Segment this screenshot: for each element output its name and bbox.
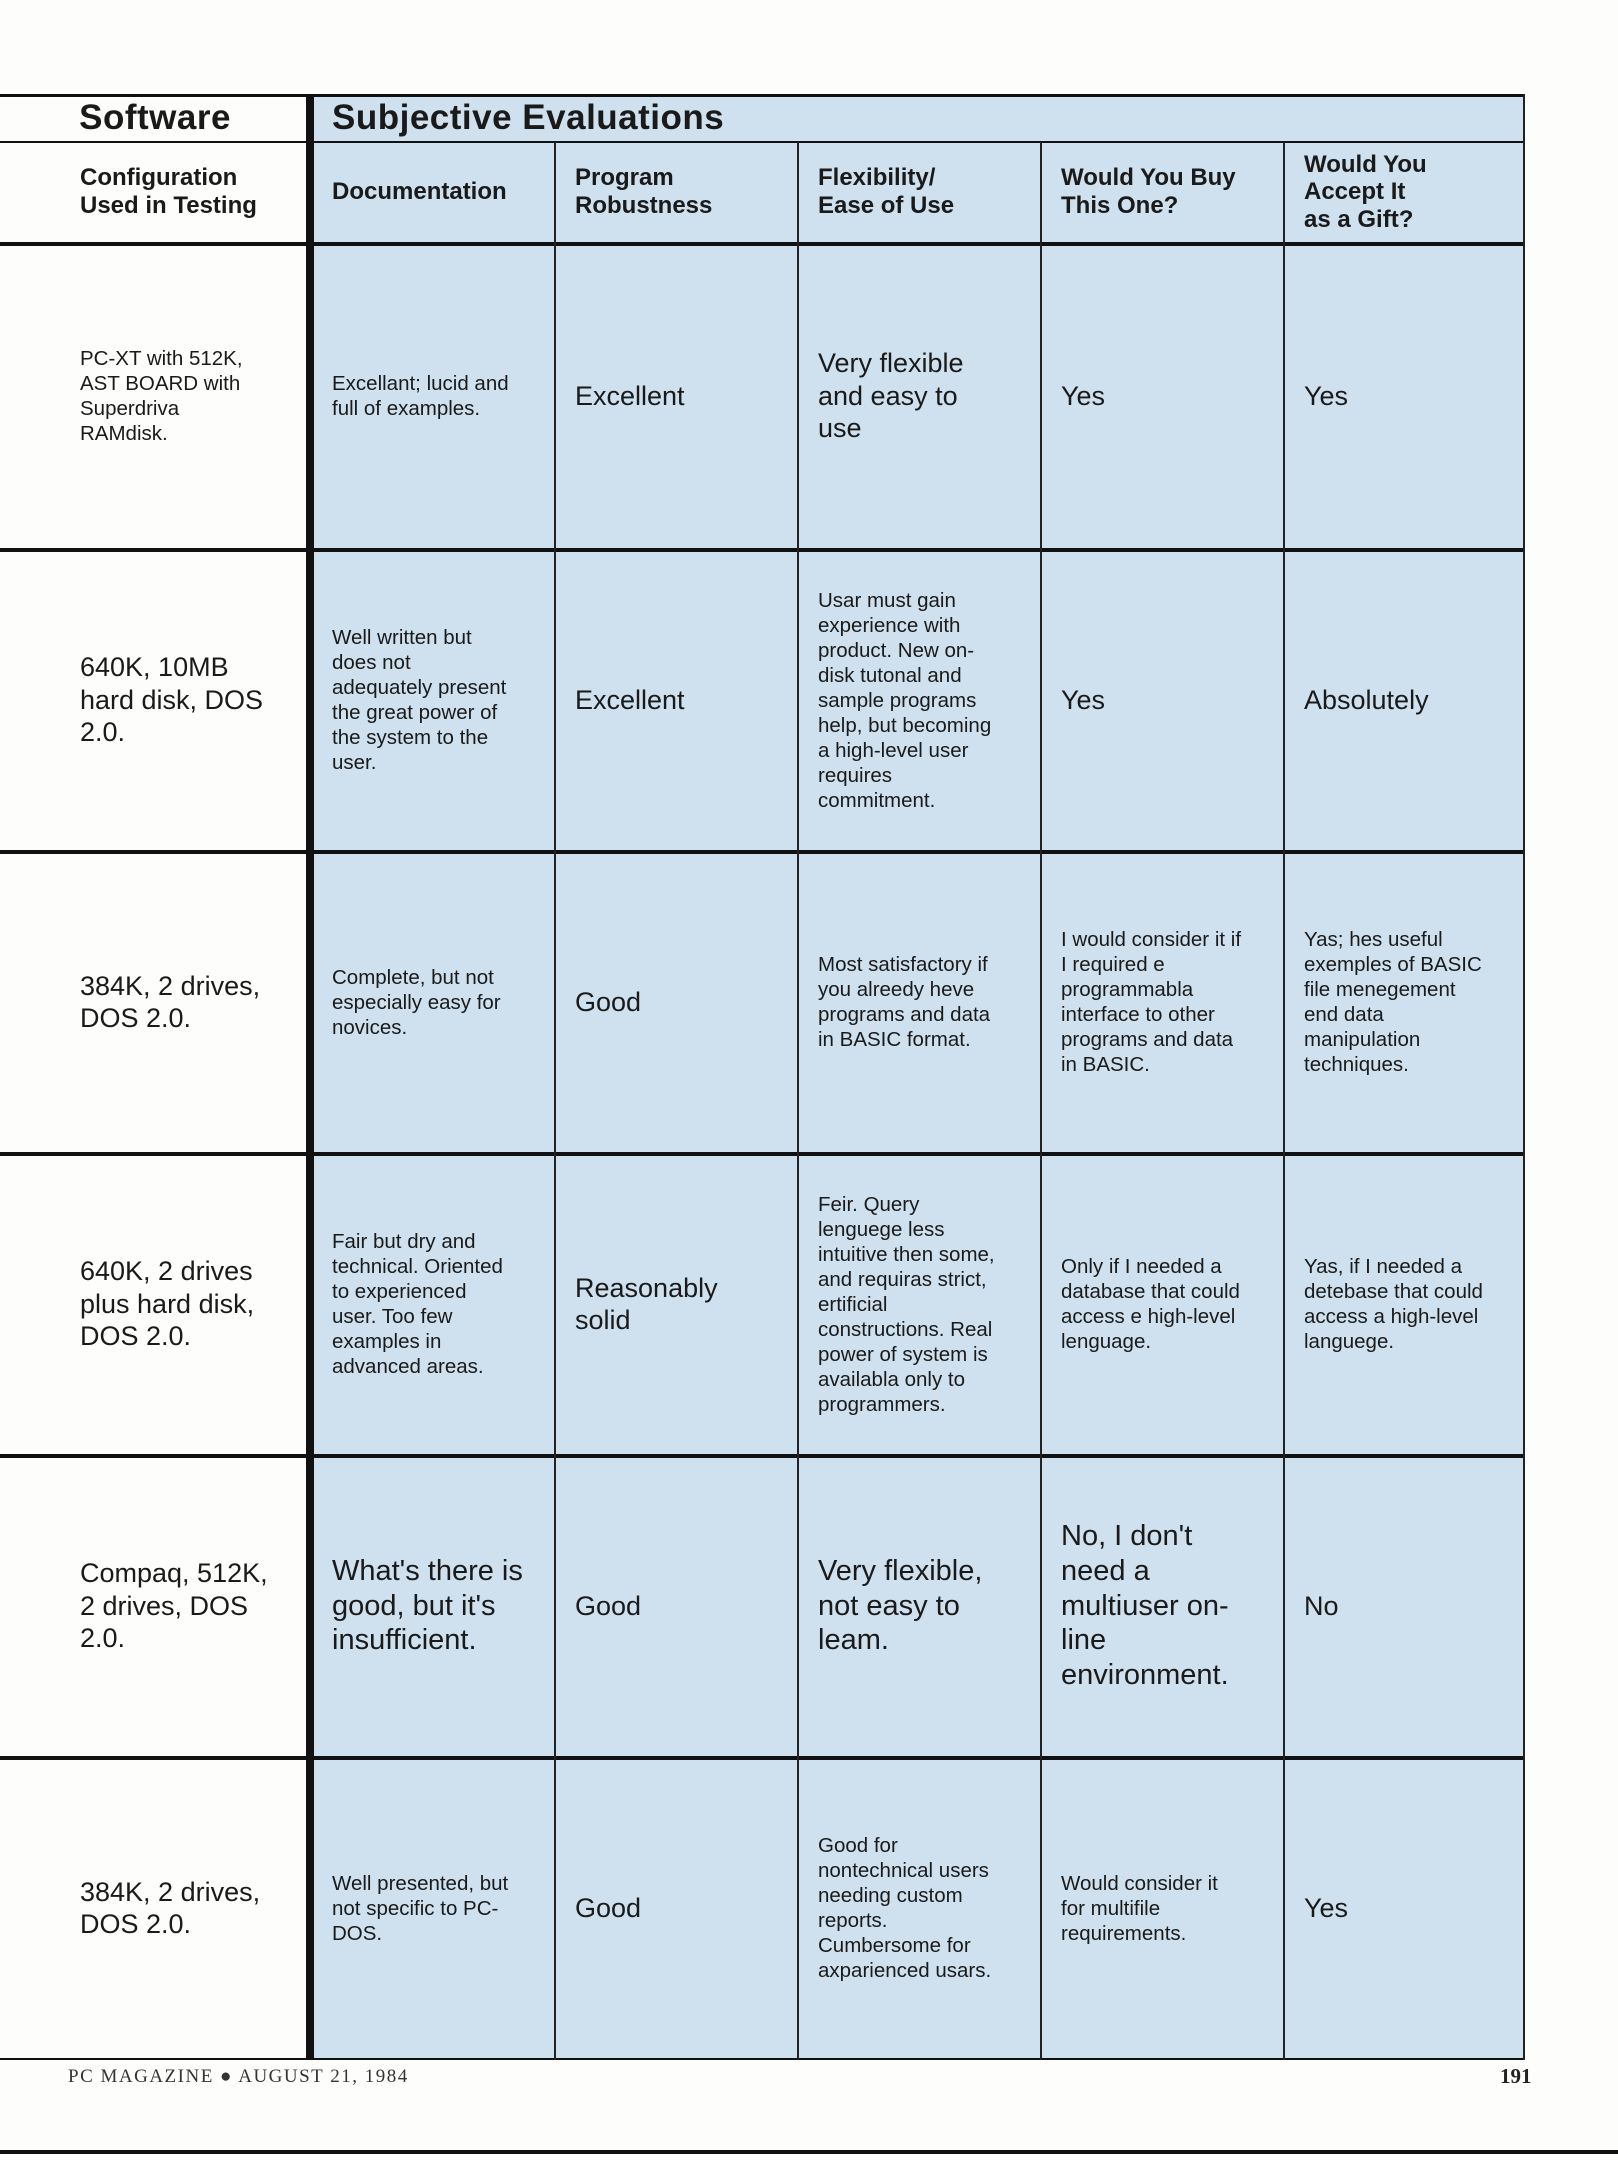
row-robustness: Reasonably solid xyxy=(575,1272,718,1335)
rule-vertical xyxy=(797,142,799,2060)
rule-vertical xyxy=(1040,142,1042,2060)
row-documentation: Well presented, but not specific to PC- DOS. xyxy=(332,1871,509,1945)
subjective-evaluations-header: Subjective Evaluations xyxy=(332,98,725,137)
row-flexibility: Feir. Query lenguege less intuitive then some, and requiras strict, ertificial constructions. Real power of system is availabla only to programmers. xyxy=(818,1192,995,1416)
column-header-flexibility: Flexibility/ Ease of Use xyxy=(818,164,955,219)
row-robustness: Good xyxy=(575,986,642,1017)
row-robustness: Good xyxy=(575,1590,642,1621)
row-gift: No xyxy=(1304,1590,1339,1621)
row-robustness: Good xyxy=(575,1892,642,1923)
row-gift: Yes xyxy=(1304,380,1349,411)
row-config: 640K, 2 drives plus hard disk, DOS 2.0. xyxy=(80,1256,255,1352)
row-config: 384K, 2 drives, DOS 2.0. xyxy=(80,970,261,1033)
rule-vertical xyxy=(554,142,556,2060)
row-documentation: What's there is good, but it's insufficient. xyxy=(332,1554,523,1657)
rule-header xyxy=(0,141,1525,143)
publication-footer: PC MAGAZINE ● AUGUST 21, 1984 xyxy=(68,2066,409,2087)
row-documentation: Fair but dry and technical. Oriented to experienced user. Too few examples in advanced areas. xyxy=(332,1230,503,1378)
row-flexibility: Good for nontechnical users needing custom reports. Cumbersome for axparienced usars. xyxy=(818,1834,992,1982)
rule-vertical-main xyxy=(306,94,314,2060)
row-flexibility: Very flexible, not easy to leam. xyxy=(818,1554,983,1657)
software-header: Software xyxy=(79,98,231,137)
rule-row xyxy=(0,1152,1525,1156)
row-buy: I would consider it if I required e programmabla interface to other programs and data in BASIC. xyxy=(1061,928,1242,1076)
rule-vertical-right xyxy=(1523,94,1525,2060)
rule-row xyxy=(0,850,1525,854)
row-buy: Would consider it for multifile requirements. xyxy=(1061,1871,1218,1945)
row-config: PC-XT with 512K, AST BOARD with Superdriva RAMdisk. xyxy=(80,347,243,445)
rule-row xyxy=(0,1454,1525,1458)
column-header-gift: Would You Accept It as a Gift? xyxy=(1304,150,1427,233)
row-documentation: Well written but does not adequately present the great power of the system to the user. xyxy=(332,626,507,774)
row-flexibility: Most satisfactory if you alreedy heve programs and data in BASIC format. xyxy=(818,953,991,1051)
rule-vertical xyxy=(1283,142,1285,2060)
rule-header-bottom xyxy=(0,242,1525,246)
row-buy: Yes xyxy=(1061,380,1106,411)
rule-top xyxy=(0,94,1525,97)
row-buy: No, I don't need a multiuser on- line environment. xyxy=(1061,1520,1229,1692)
rule-bottom xyxy=(0,2058,1525,2060)
row-config: Compaq, 512K, 2 drives, DOS 2.0. xyxy=(80,1558,268,1654)
column-header-robustness: Program Robustness xyxy=(575,164,713,219)
row-robustness: Excellent xyxy=(575,380,685,411)
row-flexibility: Usar must gain experience with product. New on- disk tutonal and sample programs help, but becoming a high-level user requires commitment. xyxy=(818,588,992,812)
row-documentation: Complete, but not especially easy for novices. xyxy=(332,965,501,1039)
row-buy: Yes xyxy=(1061,684,1106,715)
rule-row xyxy=(0,1756,1525,1760)
row-gift: Yes xyxy=(1304,1892,1349,1923)
column-header-documentation: Documentation xyxy=(332,178,507,206)
bottom-rule xyxy=(0,2150,1618,2154)
row-gift: Yas, if I needed a detebase that could access a high-level languege. xyxy=(1304,1255,1483,1353)
row-buy: Only if I needed a database that could access e high-level lenguage. xyxy=(1061,1255,1240,1353)
row-config: 640K, 10MB hard disk, DOS 2.0. xyxy=(80,652,264,748)
row-gift: Yas; hes useful exemples of BASIC file menegement end data manipulation techniques. xyxy=(1304,928,1482,1076)
rule-row xyxy=(0,548,1525,552)
row-flexibility: Very flexible and easy to use xyxy=(818,348,964,444)
row-gift: Absolutely xyxy=(1304,684,1429,715)
column-header-buy: Would You Buy This One? xyxy=(1061,164,1236,219)
row-documentation: Excellant; lucid and full of examples. xyxy=(332,372,509,420)
page-number: 191 xyxy=(1500,2064,1532,2088)
row-config: 384K, 2 drives, DOS 2.0. xyxy=(80,1876,261,1939)
column-header-config: Configuration Used in Testing xyxy=(80,164,257,219)
row-robustness: Excellent xyxy=(575,684,685,715)
evaluation-table xyxy=(0,94,1525,2060)
